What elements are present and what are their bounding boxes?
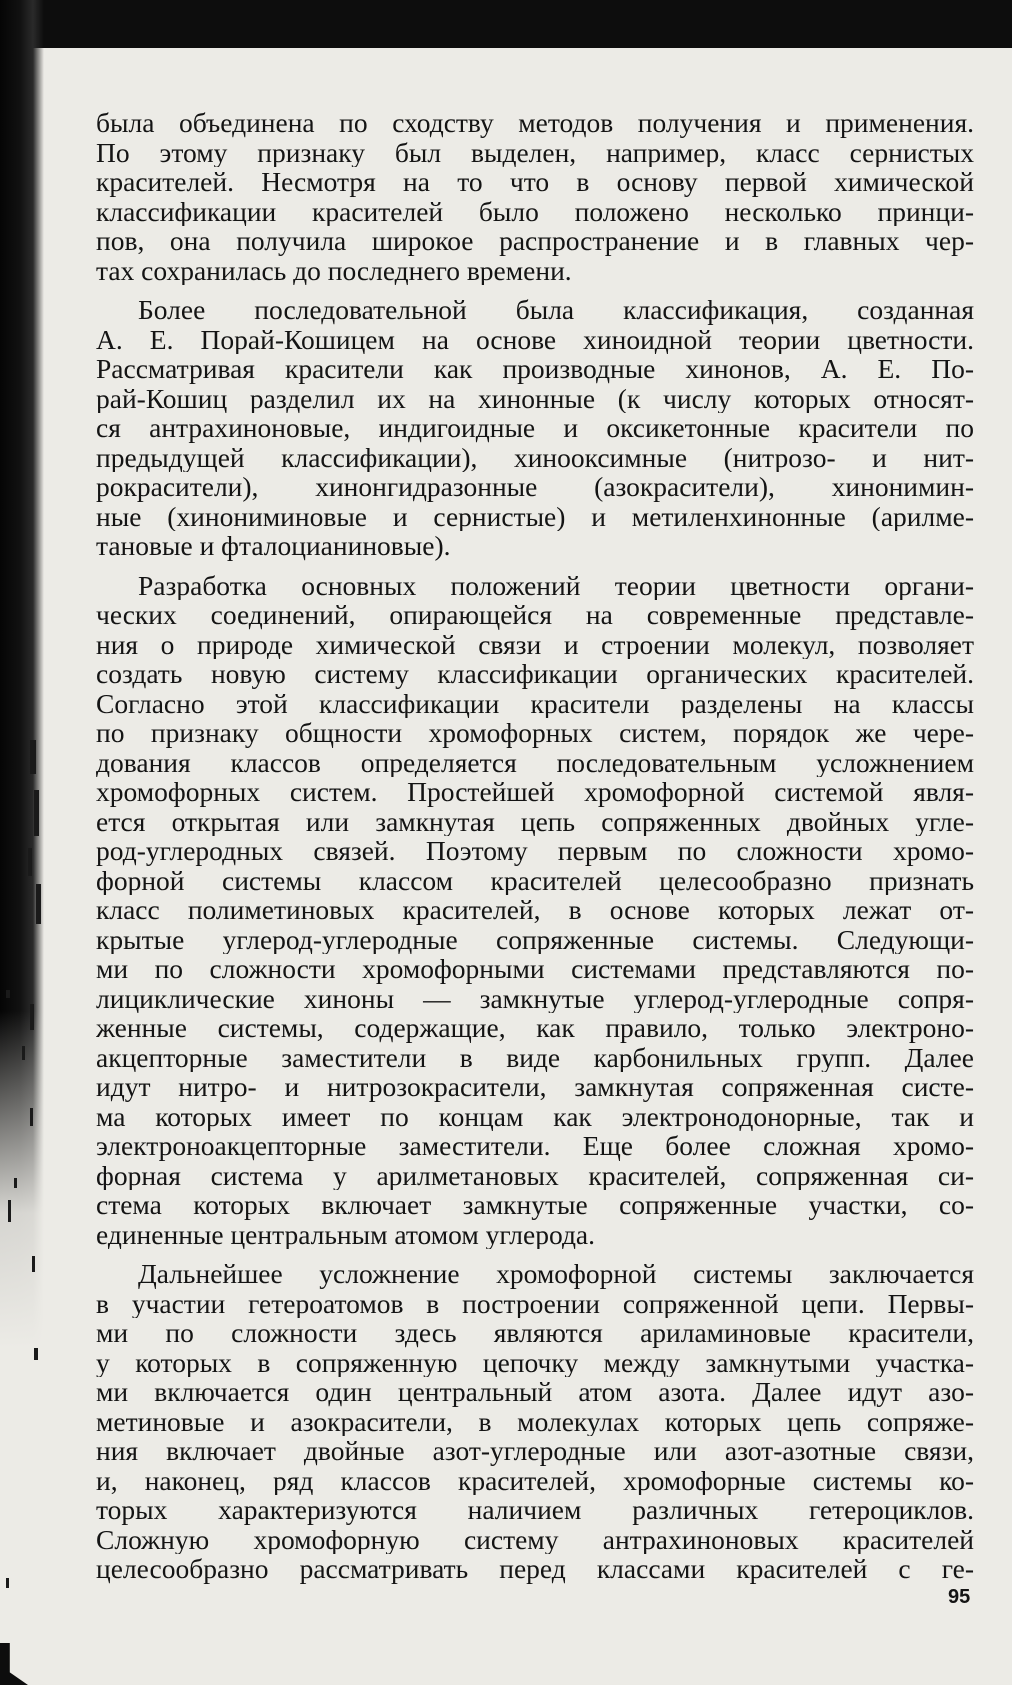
text-line: идут нитро- и нитрозокрасители, замкнутая сопряженная систе- xyxy=(96,1072,974,1102)
scan-top-shadow xyxy=(0,0,1012,48)
page-number: 95 xyxy=(948,1586,971,1608)
paragraph-4 xyxy=(96,1259,974,1584)
text-line: Рассматривая красители как производные хинонов, А. Е. По- xyxy=(96,354,974,384)
text-line: ется открытая или замкнутая цепь сопряженных двойных угле- xyxy=(96,806,974,836)
text-line: в участии гетероатомов в построении сопряженной цепи. Первы- xyxy=(96,1288,974,1318)
text-line: Сложную хромофорную систему антрахиноновых красителей xyxy=(96,1524,974,1554)
text-line: Разработка основных положений теории цветности органи- xyxy=(138,570,974,600)
paragraph-3 xyxy=(96,571,974,1250)
paragraph-2 xyxy=(96,295,974,561)
text-line: лициклические хиноны — замкнутые углерод-углеродные сопря- xyxy=(96,983,974,1013)
text-line: тановые и фталоцианиновые). xyxy=(96,531,451,561)
text-line: род-углеродных связей. Поэтому первым по сложности хромо- xyxy=(96,836,974,866)
text-line: класс полиметиновых красителей, в основе которых лежат от- xyxy=(96,895,974,925)
text-line: красителей. Несмотря на то что в основу первой химической xyxy=(96,167,974,197)
text-line: дования классов определяется последовательным усложнением xyxy=(96,747,974,777)
text-line: по признаку общности хромофорных систем, порядок же чере- xyxy=(96,718,974,748)
text-line: форная система у арилметановых красителей, сопряженная си- xyxy=(96,1160,974,1190)
text-line: электроноакцепторные заместители. Еще более сложная хромо- xyxy=(96,1131,974,1161)
text-line: По этому признаку был выделен, например, класс сернистых xyxy=(96,137,974,167)
text-line: предыдущей классификации), хинооксимные (нитрозо- и нит- xyxy=(96,442,974,472)
text-line: тах сохранилась до последнего времени. xyxy=(96,255,572,285)
text-line: ма которых имеет по концам как электронодонорные, так и xyxy=(96,1101,974,1131)
text-line: ми по сложности хромофорными системами представляются по- xyxy=(96,954,974,984)
text-line: целесообразно рассматривать перед классами красителей с ге- xyxy=(96,1554,974,1584)
text-line: рокрасители), хинонгидразонные (азокрасители), хинонимин- xyxy=(96,472,974,502)
text-line: стема которых включает замкнутые сопряженные участки, со- xyxy=(96,1190,974,1220)
text-line: женные системы, содержащие, как правило, только электроно- xyxy=(96,1013,974,1043)
text-line: А. Е. Порай-Кошицем на основе хиноидной теории цветности. xyxy=(96,324,974,354)
text-line: ния о природе химической связи и строении молекул, позволяет xyxy=(96,629,974,659)
text-line: рай-Кошиц разделил их на хинонные (к числу которых относят- xyxy=(96,383,974,413)
text-line: ся антрахиноновые, индигоидные и оксикетонные красители по xyxy=(96,413,974,443)
text-line: ческих соединений, опирающейся на современные представле- xyxy=(96,600,974,630)
text-line: акцепторные заместители в виде карбонильных групп. Далее xyxy=(96,1042,974,1072)
text-line: ния включает двойные азот-углеродные или азот-азотные связи, xyxy=(96,1436,974,1466)
scan-speckle-marks xyxy=(0,0,60,1685)
paragraph-1 xyxy=(96,108,974,285)
text-line: Согласно этой классификации красители разделены на классы xyxy=(96,688,974,718)
text-line: хромофорных систем. Простейшей хромофорной системой явля- xyxy=(96,777,974,807)
text-line: создать новую систему классификации органических красителей. xyxy=(96,659,974,689)
text-line: ми по сложности здесь являются ариламиновые красители, xyxy=(96,1318,974,1348)
text-line: классификации красителей было положено несколько принци- xyxy=(96,196,974,226)
text-line: была объединена по сходству методов получения и применения. xyxy=(96,108,974,138)
text-line: крытые углерод-углеродные сопряженные системы. Следующи- xyxy=(96,924,974,954)
text-line: ми включается один центральный атом азота. Далее идут азо- xyxy=(96,1377,974,1407)
text-line: и, наконец, ряд классов красителей, хромофорные системы ко- xyxy=(96,1465,974,1495)
text-line: единенные центральным атомом углерода. xyxy=(96,1219,596,1249)
page-body-text xyxy=(96,108,974,1594)
text-line: Более последовательной была классификация, созданная xyxy=(138,295,974,325)
text-line: пов, она получила широкое распространение и в главных чер- xyxy=(96,226,974,256)
text-line: торых характеризуются наличием различных гетероциклов. xyxy=(96,1495,974,1525)
text-line: Дальнейшее усложнение хромофорной системы заключается xyxy=(138,1259,974,1289)
text-line: форной системы классом красителей целесообразно признать xyxy=(96,865,974,895)
text-line: у которых в сопряженную цепочку между замкнутыми участка- xyxy=(96,1347,974,1377)
text-line: ные (хинониминовые и сернистые) и метиленхинонные (арилме- xyxy=(96,501,974,531)
text-line: метиновые и азокрасители, в молекулах которых цепь сопряже- xyxy=(96,1406,974,1436)
